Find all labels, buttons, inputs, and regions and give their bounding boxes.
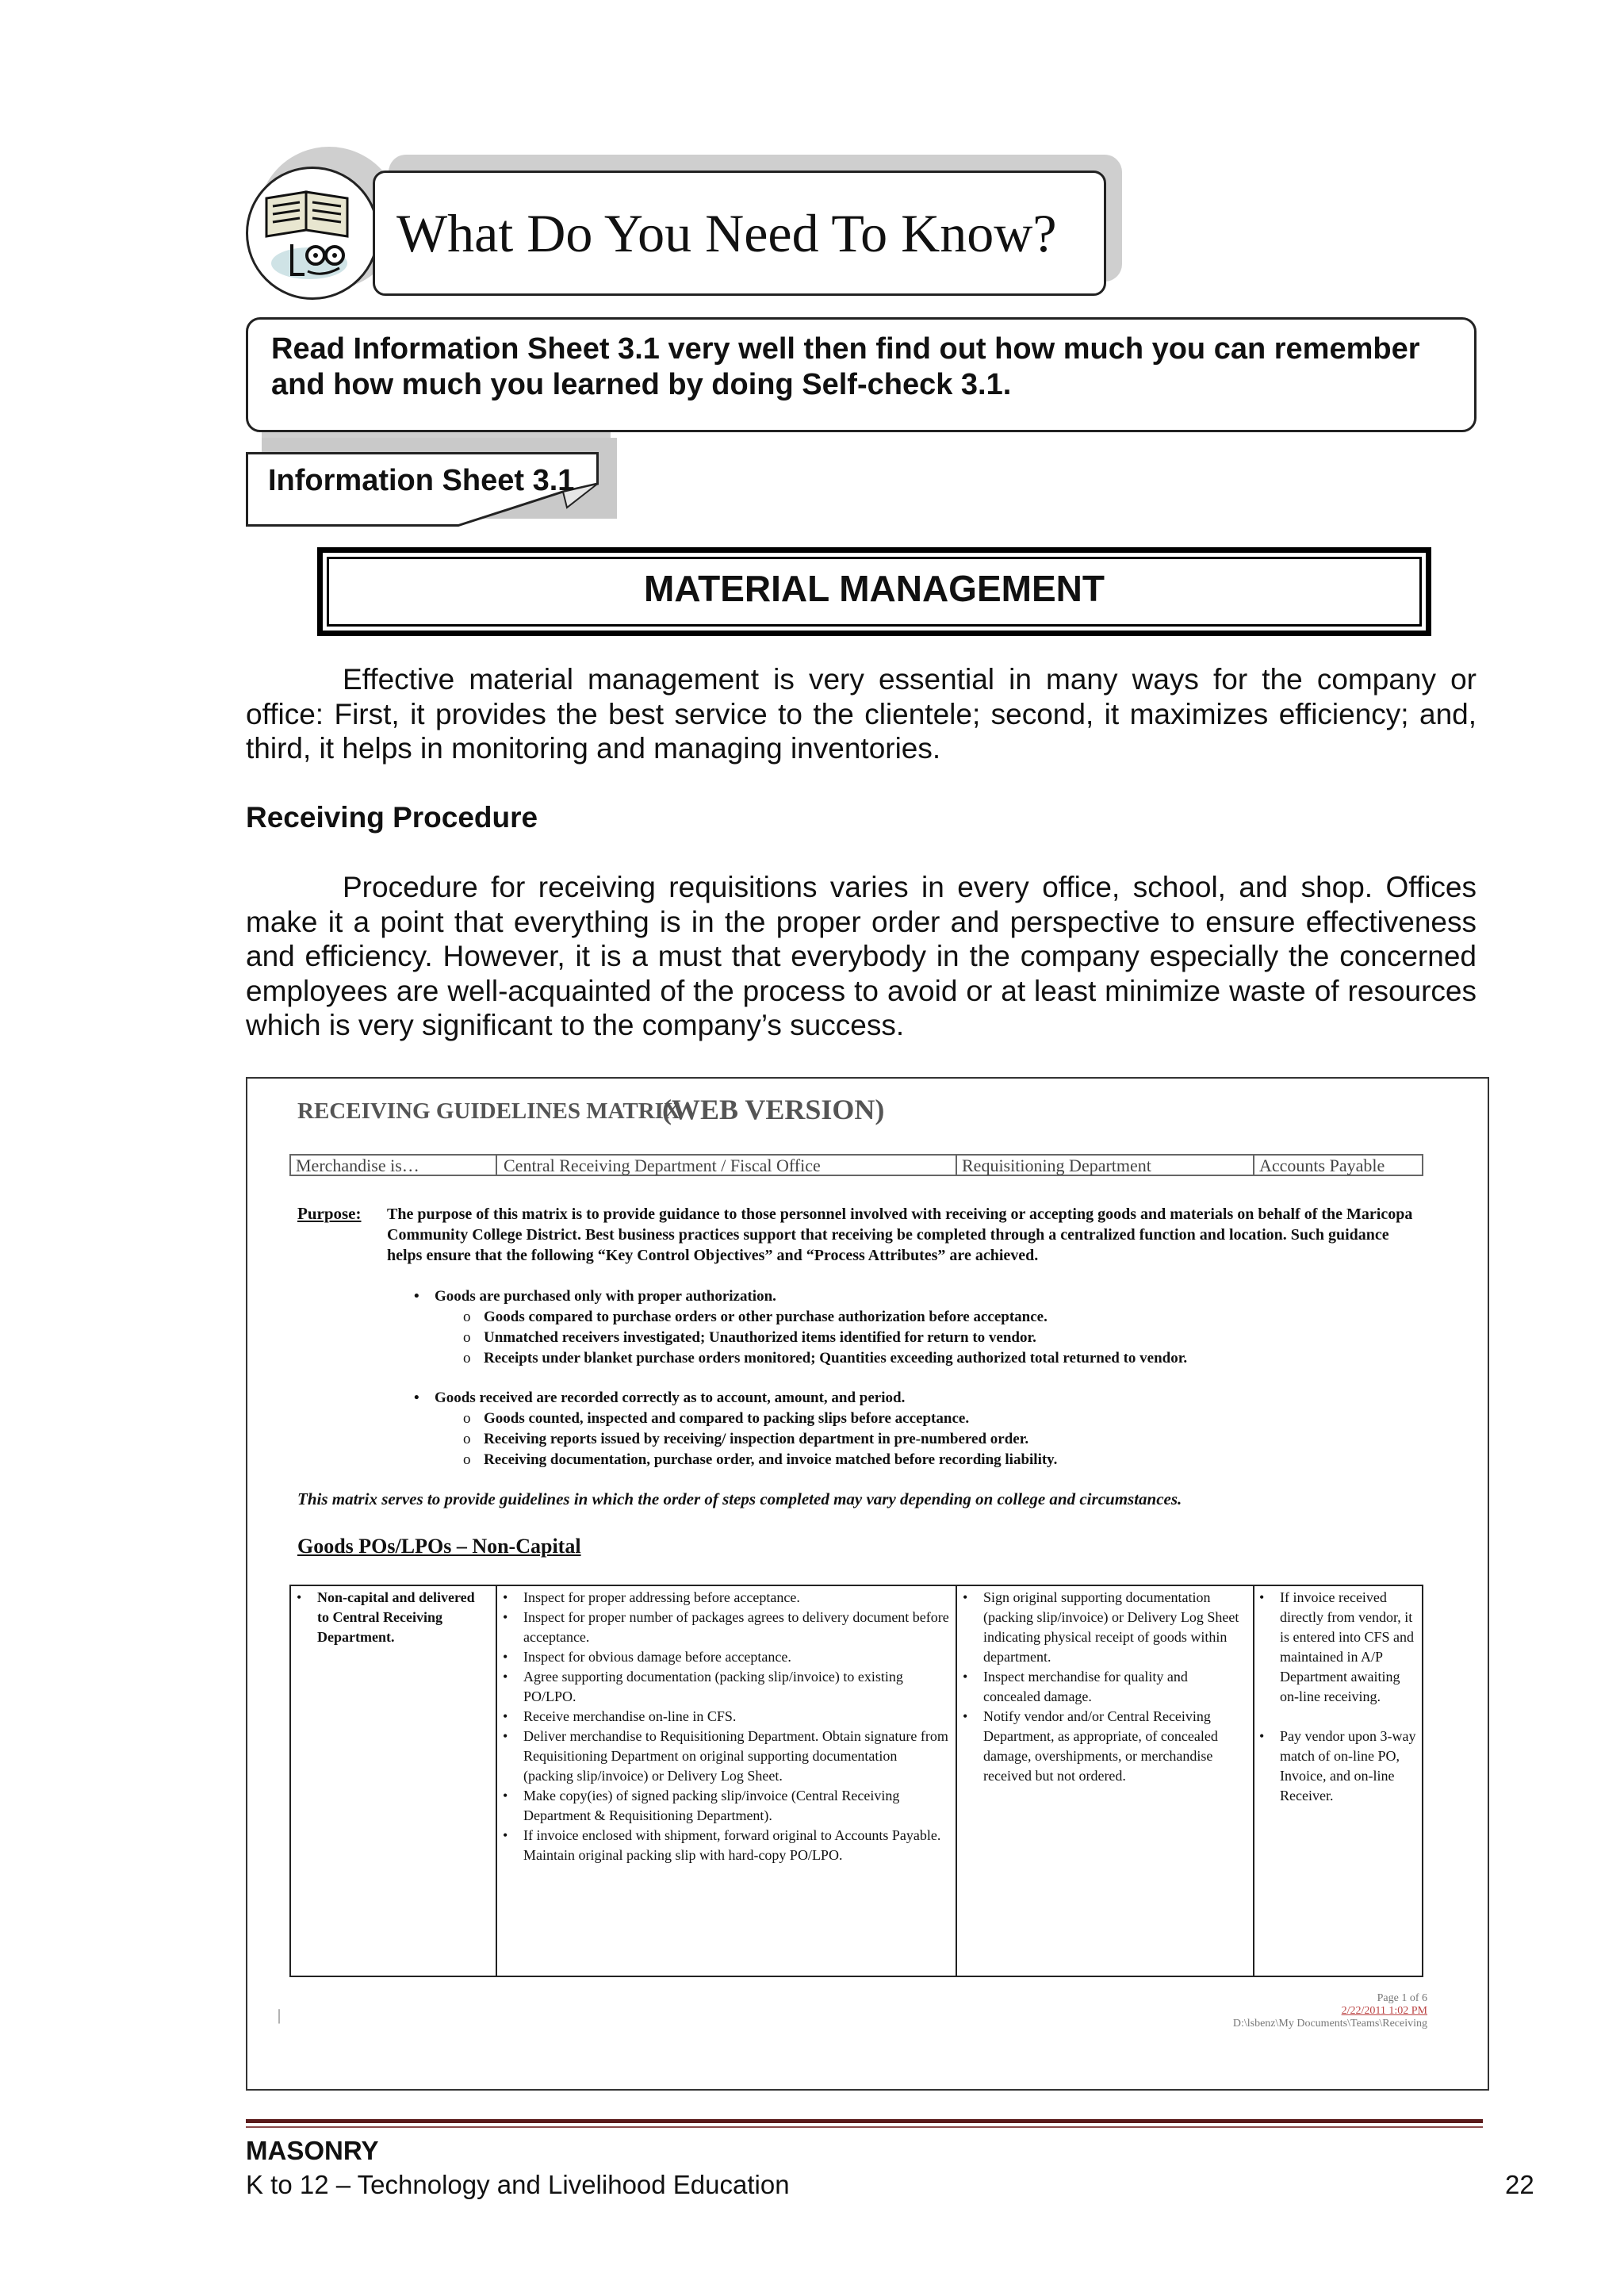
matrix-cell-merchandise xyxy=(295,1588,489,1647)
instruction-line-2: and how much you learned by doing Self-check 3.1. xyxy=(271,368,1012,401)
matrix-col-merchandise: Merchandise is… xyxy=(296,1156,419,1175)
matrix-margin-mark: | xyxy=(278,2007,282,2024)
matrix-cell-requisitioning xyxy=(961,1588,1248,1786)
matrix-cell-item: • Inspect for proper number of packages agrees to delivery document before acceptance. xyxy=(501,1608,949,1647)
matrix-title: RECEIVING GUIDELINES MATRIX xyxy=(297,1098,680,1124)
matrix-header-divider xyxy=(956,1154,957,1176)
page-title: What Do You Need To Know? xyxy=(396,203,1057,263)
matrix-cell-item: • Agree supporting documentation (packing slip/invoice) to existing PO/LPO. xyxy=(501,1667,949,1707)
receiving-text: Procedure for receiving requisitions varies in every office, school, and shop. Offices make it a point that everything is in the proper order and perspective to ensure effectiveness and efficiency. However, it is a must that everybody in the company especially the concerned employees are well-acquainted of the process to avoid or at least minimize waste of resources which is very significant to the company’s success. xyxy=(246,871,1477,1041)
matrix-section-heading: Goods POs/LPOs – Non-Capital xyxy=(297,1535,581,1558)
matrix-page-number: Page 1 of 6 xyxy=(1377,1992,1427,2004)
matrix-cell-item: • Inspect merchandise for quality and concealed damage. xyxy=(961,1667,1248,1707)
receiving-heading: Receiving Procedure xyxy=(246,801,538,834)
instruction-line-1: Read Information Sheet 3.1 very well then find out how much you can remember xyxy=(271,332,1420,366)
matrix-objective: • Goods are purchased only with proper authorization. xyxy=(435,1286,1187,1307)
matrix-cell-central-receiving xyxy=(501,1588,949,1865)
matrix-cell-item: • If invoice enclosed with shipment, forward original to Accounts Payable. Maintain original packing slip with hard-copy PO/LPO. xyxy=(501,1826,949,1865)
book-reader-icon xyxy=(260,181,363,284)
matrix-col-accounts-payable: Accounts Payable xyxy=(1259,1156,1385,1175)
matrix-table-divider xyxy=(496,1585,497,1977)
matrix-cell-item: • If invoice received directly from vendor, it is entered into CFS and maintained in A/P Department awaiting on-line receiving. xyxy=(1258,1588,1420,1707)
matrix-objective-item: o Receipts under blanket purchase orders monitored; Quantities exceeding authorized total returned to vendor. xyxy=(484,1348,1187,1369)
footer-subject: MASONRY xyxy=(246,2136,379,2165)
matrix-page-footer xyxy=(1110,1992,1427,2030)
matrix-purpose-text: The purpose of this matrix is to provide guidance to those personnel involved with receiving or accepting goods and materials on behalf of the Maricopa Community College District. Best business practices support that receiving be completed through a centralized function and location. Such guidance helps ensure that the following “Key Control Objectives” and “Process Attributes” are achieved. xyxy=(387,1205,1413,1264)
matrix-header-divider xyxy=(1253,1154,1254,1176)
matrix-cell-item: • Pay vendor upon 3-way match of on-line PO, Invoice, and on-line Receiver. xyxy=(1258,1727,1420,1806)
footer-course: K to 12 – Technology and Livelihood Education xyxy=(246,2170,790,2199)
matrix-file-path: D:\lsbenz\My Documents\Teams\Receiving xyxy=(1232,2018,1427,2030)
matrix-objective-item: o Goods counted, inspected and compared to packing slips before acceptance. xyxy=(484,1409,1057,1429)
matrix-col-requisitioning: Requisitioning Department xyxy=(962,1156,1151,1175)
matrix-cell-item: • Sign original supporting documentation (packing slip/invoice) or Delivery Log Sheet indicating physical receipt of goods within department. xyxy=(961,1588,1248,1667)
footer-rule-thin xyxy=(246,2126,1483,2128)
receiving-paragraph xyxy=(246,870,1477,1043)
matrix-objective-item: o Goods compared to purchase orders or other purchase authorization before acceptance. xyxy=(484,1307,1187,1328)
matrix-cell-accounts-payable xyxy=(1258,1588,1420,1806)
matrix-cell-item: • Inspect for obvious damage before acceptance. xyxy=(501,1647,949,1667)
intro-text: Effective material management is very essential in many ways for the company or office: First, it provides the best service to the clientele; second, it maximizes efficiency; and, third, it helps in monitoring and managing inventories. xyxy=(246,663,1477,765)
matrix-purpose-label: Purpose: xyxy=(297,1204,362,1223)
matrix-header-divider xyxy=(496,1154,497,1176)
matrix-date: 2/22/2011 1:02 PM xyxy=(1341,2005,1427,2017)
matrix-cell-item: • Receive merchandise on-line in CFS. xyxy=(501,1707,949,1727)
footer-rule xyxy=(246,2119,1483,2123)
intro-paragraph xyxy=(246,662,1477,766)
matrix-objective: • Goods received are recorded correctly as to account, amount, and period. xyxy=(435,1388,1057,1409)
matrix-objective-list-2 xyxy=(435,1388,1057,1470)
matrix-cell-item: • Inspect for proper addressing before acceptance. xyxy=(501,1588,949,1608)
matrix-cell-item: • Notify vendor and/or Central Receiving Department, as appropriate, of concealed damage, overshipments, or merchandise received but not ordered. xyxy=(961,1707,1248,1786)
matrix-objective-item: o Unmatched receivers investigated; Unauthorized items identified for return to vendor. xyxy=(484,1328,1187,1348)
matrix-objective-item: o Receiving reports issued by receiving/ inspection department in pre-numbered order. xyxy=(484,1429,1057,1450)
page-number: 22 xyxy=(1505,2170,1534,2199)
matrix-cell-item xyxy=(295,1588,489,1647)
instruction-text xyxy=(271,332,1461,403)
matrix-cell-item: • Deliver merchandise to Requisitioning Department. Obtain signature from Requisitioning Department on original supporting documentation (packing slip/invoice) or Delivery Log Sheet. xyxy=(501,1727,949,1786)
matrix-table-divider xyxy=(956,1585,957,1977)
info-sheet-label: Information Sheet 3.1 xyxy=(268,464,575,497)
matrix-objective-list-1 xyxy=(435,1286,1187,1369)
matrix-cell-item: • Make copy(ies) of signed packing slip/invoice (Central Receiving Department & Requisitioning Department). xyxy=(501,1786,949,1826)
matrix-col-central-receiving: Central Receiving Department / Fiscal Office xyxy=(504,1156,821,1175)
matrix-table-divider xyxy=(1253,1585,1254,1977)
section-title: MATERIAL MANAGEMENT xyxy=(644,568,1105,609)
matrix-objective-item: o Receiving documentation, purchase order, and invoice matched before recording liability. xyxy=(484,1450,1057,1470)
matrix-cell-text: Non-capital and delivered to Central Receiving Department. xyxy=(317,1589,475,1645)
matrix-note: This matrix serves to provide guidelines in which the order of steps completed may vary depending on college and circumstances. xyxy=(297,1489,1182,1508)
matrix-version: (WEB VERSION) xyxy=(662,1094,885,1125)
